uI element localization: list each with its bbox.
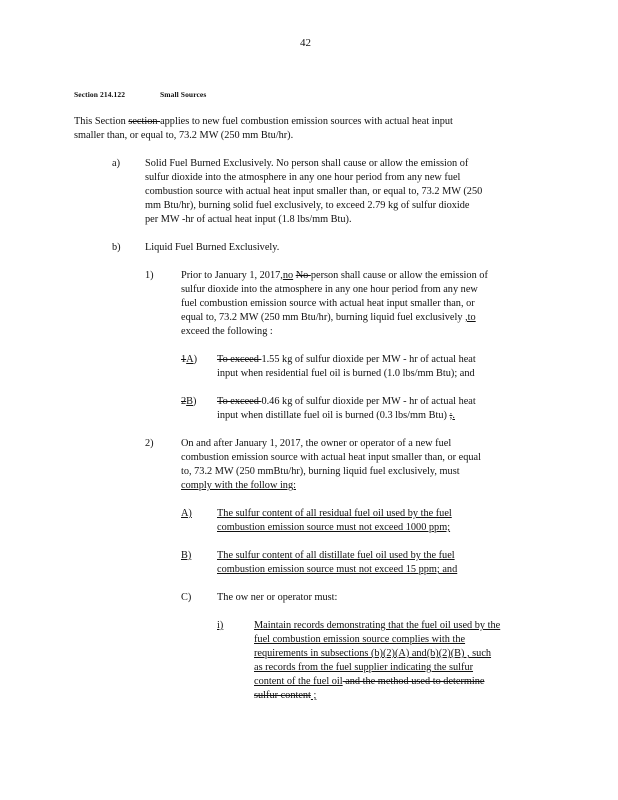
b2Ci-inserted-punct: ; xyxy=(310,690,317,701)
paragraph-b1-line xyxy=(181,269,488,283)
subsection-a-line: mm Btu/hr), burning solid fuel exclusively, to exceed 2.79 kg of sulfur dioxide xyxy=(145,200,470,211)
b1A-inserted-label: A xyxy=(186,354,194,365)
subsection-b-label: b) xyxy=(112,242,121,253)
intro-deleted-text: section xyxy=(128,116,161,127)
subsection-a-line: per MW -hr of actual heat input (1.8 lbs/mm Btu). xyxy=(145,214,352,225)
item-b2C-line: The ow ner or operator must: xyxy=(217,592,338,603)
item-b2A-label: A) xyxy=(181,508,192,519)
b1-deleted-text: No xyxy=(295,270,311,281)
b1-text-b: person shall cause or allow the emission of xyxy=(310,270,488,281)
b1-inserted-text: no xyxy=(282,270,294,281)
section-title: Small Sources xyxy=(160,90,207,99)
item-b1A-label xyxy=(181,353,197,367)
intro-line-1 xyxy=(74,115,453,129)
item-b2B-line: The sulfur content of all distillate fuel oil used by the fuel xyxy=(217,550,455,561)
b2Ci-deleted-text: sulfur content xyxy=(254,690,311,701)
paragraph-b2-line: to, 73.2 MW (250 mmBtu/hr), burning liquid fuel exclusively, must xyxy=(181,466,460,477)
item-b2Ci-line: requirements in subsections (b)(2)(A) and(b)(2)(B) , such xyxy=(254,648,492,659)
b2Ci-text: content of the fuel oil xyxy=(254,676,343,687)
b1-text-a: Prior to January 1, 2017, xyxy=(181,270,283,281)
intro-text-b: applies to new fuel combustion emission sources with actual heat input xyxy=(160,116,453,127)
item-b2Ci-line: Maintain records demonstrating that the fuel oil used by the xyxy=(254,620,501,631)
b1B-label-paren: ) xyxy=(193,396,197,407)
b1B-inserted-label: B xyxy=(186,396,194,407)
paragraph-b1-line: fuel combustion emission source with actual heat input smaller than, or xyxy=(181,298,475,309)
page-number: 42 xyxy=(300,37,311,49)
item-b1B-label xyxy=(181,395,196,409)
item-b2Ci-line: as records from the fuel supplier indicating the sulfur xyxy=(254,662,474,673)
b1A-text: 1.55 kg of sulfur dioxide per MW - hr of actual heat xyxy=(261,354,476,365)
item-b2A-line: combustion emission source must not exceed 1000 ppm; xyxy=(217,522,451,533)
item-b2Ci-line: fuel combustion emission source complies with the xyxy=(254,634,466,645)
subsection-a-line: Solid Fuel Burned Exclusively. No person shall cause or allow the emission of xyxy=(145,158,469,169)
paragraph-b2-line: On and after January 1, 2017, the owner or operator of a new fuel xyxy=(181,438,452,449)
b1-text-c: equal to, 73.2 MW (250 mm Btu/hr), burning liquid fuel exclusively xyxy=(181,312,466,323)
subsection-a-line: combustion source with actual heat input smaller than, or equal to, 73.2 MW (250 xyxy=(145,186,483,197)
item-b2Ci-line xyxy=(254,689,316,703)
paragraph-b1-line: exceed the following : xyxy=(181,326,273,337)
item-b2B-label: B) xyxy=(181,550,192,561)
subsection-b-title: Liquid Fuel Burned Exclusively. xyxy=(145,242,280,253)
b1A-deleted-text: To exceed xyxy=(217,354,262,365)
item-b1A-line xyxy=(217,353,476,367)
item-b1B-line xyxy=(217,409,455,423)
paragraph-b1-line xyxy=(181,311,476,325)
b1B-deleted-punct: ; xyxy=(449,410,453,421)
item-b2Ci-line xyxy=(254,675,484,689)
paragraph-b2-label: 2) xyxy=(145,438,154,449)
paragraph-b2-line: combustion emission source with actual heat input smaller than, or equal xyxy=(181,452,481,463)
b1A-deleted-label: 1 xyxy=(181,354,187,365)
subsection-a-label: a) xyxy=(112,158,120,169)
b1B-text: 0.46 kg of sulfur dioxide per MW - hr of actual heat xyxy=(261,396,476,407)
subsection-a-line: sulfur dioxide into the atmosphere in any one hour period from any new fuel xyxy=(145,172,461,183)
paragraph-b1-line: sulfur dioxide into the atmosphere in any one hour period from any new xyxy=(181,284,478,295)
b1B-text-b: input when distillate fuel oil is burned (0.3 lbs/mm Btu) xyxy=(217,410,450,421)
b1B-deleted-label: 2 xyxy=(181,396,187,407)
item-b2A-line: The sulfur content of all residual fuel oil used by the fuel xyxy=(217,508,452,519)
b1B-inserted-punct: . xyxy=(452,410,455,421)
b1A-label-paren: ) xyxy=(193,354,198,365)
section-number: Section 214.122 xyxy=(74,90,126,99)
item-b1A-line: input when residential fuel oil is burned (1.0 lbs/mm Btu); and xyxy=(217,368,475,379)
intro-text-a: This Section xyxy=(74,116,129,127)
item-b2C-label: C) xyxy=(181,592,192,603)
intro-line-2: smaller than, or equal to, 73.2 MW (250 mm Btu/hr). xyxy=(74,130,294,141)
b1B-deleted-text: To exceed xyxy=(217,396,262,407)
paragraph-b2-line: comply with the follow ing: xyxy=(181,480,296,491)
paragraph-b1-label: 1) xyxy=(145,270,154,281)
item-b1B-line xyxy=(217,395,476,409)
item-b2B-line: combustion emission source must not exceed 15 ppm; and xyxy=(217,564,458,575)
b1-inserted-text: ,to xyxy=(465,312,476,323)
b2Ci-deleted-text: and the method used to determine xyxy=(342,676,485,687)
item-b2Ci-label: i) xyxy=(217,620,224,631)
